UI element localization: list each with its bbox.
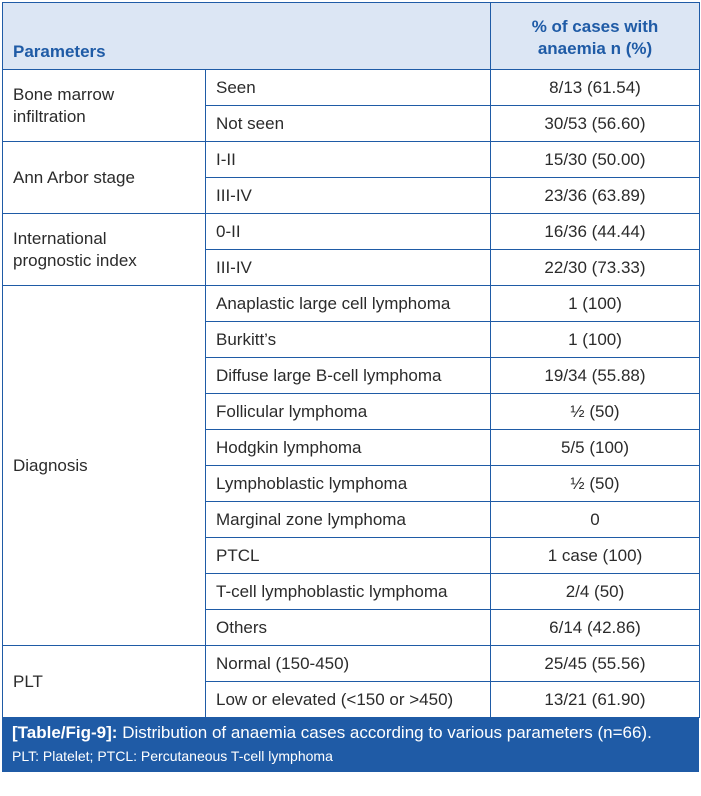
table-caption <box>2 718 699 772</box>
subgroup-cell: Lymphoblastic lymphoma <box>206 466 491 502</box>
value-cell: 16/36 (44.44) <box>491 214 700 250</box>
group-ipi <box>3 214 206 286</box>
subgroup-cell: 0-II <box>206 214 491 250</box>
caption-abbreviation-note: PLT: Platelet; PTCL: Percutaneous T-cell lymphoma <box>12 748 333 764</box>
value-cell: 1 (100) <box>491 286 700 322</box>
header-parameters: Parameters <box>3 3 491 70</box>
anaemia-distribution-table <box>2 2 700 718</box>
value-cell: 19/34 (55.88) <box>491 358 700 394</box>
value-cell: ½ (50) <box>491 394 700 430</box>
caption-title: Distribution of anaemia cases according to various parameters (n=66). <box>122 723 652 742</box>
group-ann-arbor: Ann Arbor stage <box>3 142 206 214</box>
subgroup-cell: Others <box>206 610 491 646</box>
table-row <box>3 214 700 250</box>
subgroup-cell: Hodgkin lymphoma <box>206 430 491 466</box>
table-row <box>3 286 700 322</box>
subgroup-cell: Anaplastic large cell lymphoma <box>206 286 491 322</box>
table-row <box>3 70 700 106</box>
value-cell: 1 case (100) <box>491 538 700 574</box>
value-cell: 2/4 (50) <box>491 574 700 610</box>
subgroup-cell: III-IV <box>206 178 491 214</box>
header-percent-line1: % of cases with <box>531 17 659 36</box>
subgroup-cell: Normal (150-450) <box>206 646 491 682</box>
subgroup-cell: Seen <box>206 70 491 106</box>
value-cell: 23/36 (63.89) <box>491 178 700 214</box>
group-plt: PLT <box>3 646 206 718</box>
table-row <box>3 646 700 682</box>
anaemia-table-figure <box>2 2 699 772</box>
table-row <box>3 142 700 178</box>
group-bone-marrow <box>3 70 206 142</box>
caption-title-line <box>12 722 689 744</box>
group-label-line1: International <box>13 228 107 248</box>
subgroup-cell: T-cell lymphoblastic lymphoma <box>206 574 491 610</box>
group-label-line2: infiltration <box>13 106 86 126</box>
group-diagnosis: Diagnosis <box>3 286 206 646</box>
subgroup-cell: Low or elevated (<150 or >450) <box>206 682 491 718</box>
value-cell: 0 <box>491 502 700 538</box>
caption-tag: [Table/Fig-9]: <box>12 723 118 742</box>
value-cell: 8/13 (61.54) <box>491 70 700 106</box>
header-row <box>3 3 700 70</box>
subgroup-cell: III-IV <box>206 250 491 286</box>
value-cell: 5/5 (100) <box>491 430 700 466</box>
subgroup-cell: Follicular lymphoma <box>206 394 491 430</box>
value-cell: 13/21 (61.90) <box>491 682 700 718</box>
subgroup-cell: Marginal zone lymphoma <box>206 502 491 538</box>
value-cell: 15/30 (50.00) <box>491 142 700 178</box>
value-cell: 30/53 (56.60) <box>491 106 700 142</box>
subgroup-cell: I-II <box>206 142 491 178</box>
value-cell: 25/45 (55.56) <box>491 646 700 682</box>
value-cell: 22/30 (73.33) <box>491 250 700 286</box>
subgroup-cell: Burkitt’s <box>206 322 491 358</box>
group-label-line2: prognostic index <box>13 250 137 270</box>
header-percent-cases <box>491 3 700 70</box>
value-cell: 1 (100) <box>491 322 700 358</box>
group-label-line1: Bone marrow <box>13 84 115 104</box>
subgroup-cell: Diffuse large B-cell lymphoma <box>206 358 491 394</box>
value-cell: 6/14 (42.86) <box>491 610 700 646</box>
subgroup-cell: Not seen <box>206 106 491 142</box>
header-percent-line2: anaemia n (%) <box>537 39 653 58</box>
subgroup-cell: PTCL <box>206 538 491 574</box>
value-cell: ½ (50) <box>491 466 700 502</box>
